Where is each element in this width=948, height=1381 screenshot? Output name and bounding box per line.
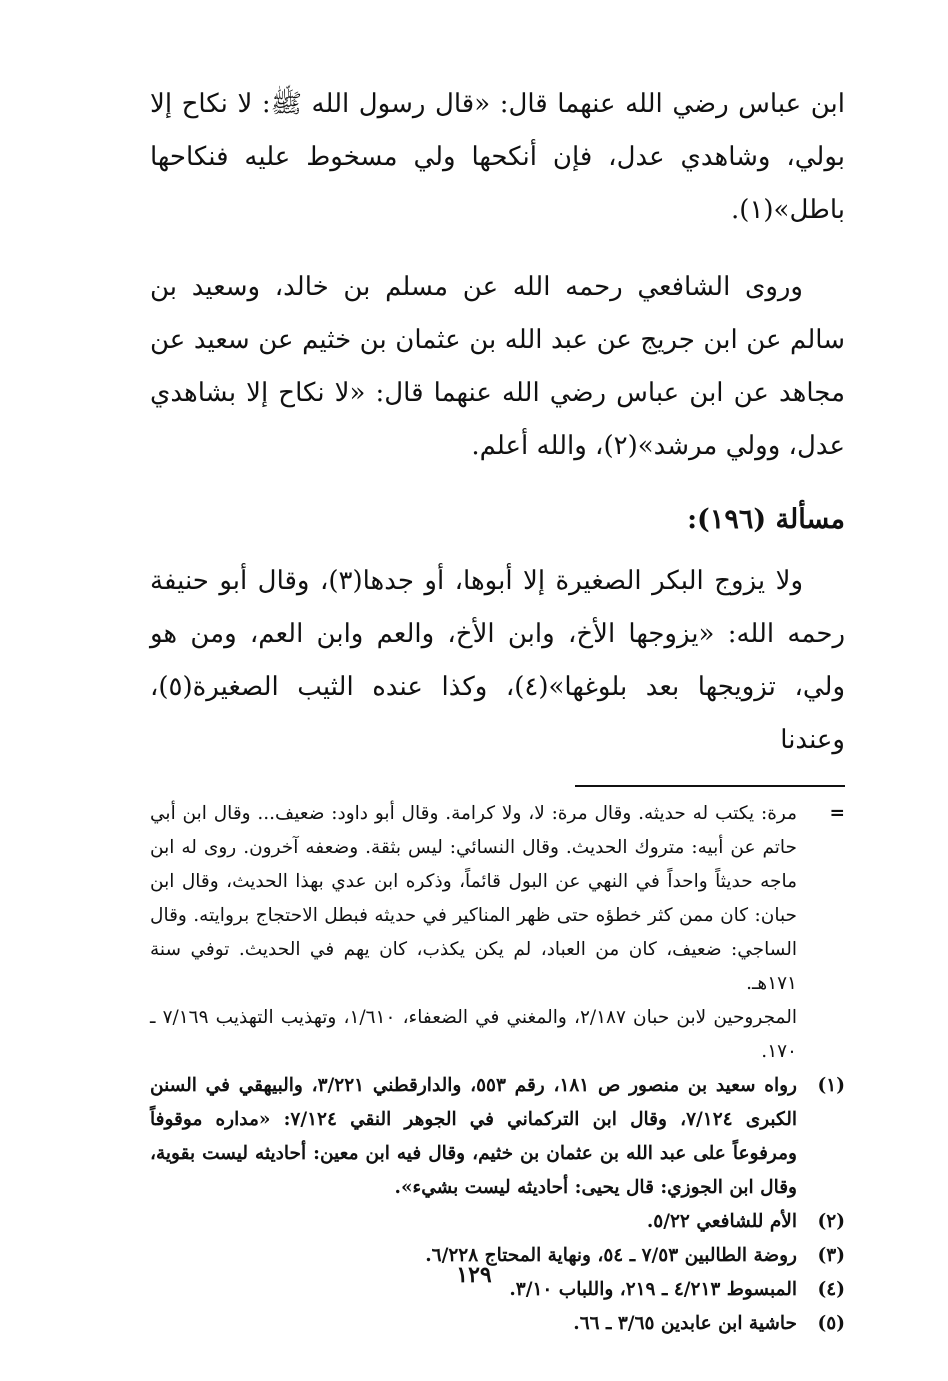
footnote-text: روضة الطالبين ٧/٥٣ ـ ٥٤، ونهاية المحتاج ٦/٢٢٨. xyxy=(425,1245,797,1266)
footnote-separator xyxy=(575,785,845,787)
footnote-number: (٢) xyxy=(817,1211,845,1232)
page-content xyxy=(150,78,845,1341)
footnote-5 xyxy=(150,1307,845,1341)
footnote-1 xyxy=(150,1069,845,1205)
footnote-2 xyxy=(150,1205,845,1239)
body-paragraph-3: ولا يزوج البكر الصغيرة إلا أبوها، أو جدها(٣)، وقال أبو حنيفة رحمه الله: «يزوجها الأخ، وابن الأخ، والعم وابن العم، ومن هو ولي، تزويجها بعد بلوغها»(٤)، وكذا عنده الثيب الصغيرة(٥)، وعندنا xyxy=(150,566,845,755)
continuation-references: المجروحين لابن حبان ٢/١٨٧، والمغني في الضعفاء، ١/٦١٠، وتهذيب التهذيب ٧/١٦٩ ـ ١٧٠. xyxy=(150,1007,797,1062)
heading-gap xyxy=(150,545,845,555)
footnote-text: حاشية ابن عابدين ٣/٦٥ ـ ٦٦. xyxy=(573,1313,797,1334)
body-paragraph-2: وروى الشافعي رحمه الله عن مسلم بن خالد، وسعيد بن سالم عن ابن جريج عن عبد الله بن عثمان بن خثيم عن سعيد عن مجاهد عن ابن عباس رضي الله عنهما قال: «لا نكاح إلا بشاهدي عدل، وولي مرشد»(٢)، والله أعلم. xyxy=(150,272,845,461)
section-heading: مسألة (١٩٦): xyxy=(687,504,845,535)
continuation-mark: = xyxy=(829,803,845,824)
page-number: ١٢٩ xyxy=(456,1262,492,1288)
body-paragraph-1: ابن عباس رضي الله عنهما قال: «قال رسول الله ﷺ: لا نكاح إلا بولي، وشاهدي عدل، فإن أنكحها ولي مسخوط عليه فنكاحها باطل»(١). xyxy=(150,89,845,225)
continuation-text: مرة: يكتب له حديثه. وقال مرة: لا، ولا كرامة. وقال أبو داود: ضعيف... وقال ابن أبي حاتم عن أبيه: متروك الحديث. وقال النسائي: ليس بثقة. وضعفه آخرون. روى له ابن ماجه حديثاً واحداً في النهي عن البول قائماً، وذكره ابن عدي بهذا الحديث، وقال ابن حبان: كان ممن كثر خطؤه حتى ظهر المناكير في حديثه فبطل الاحتجاج بروايته. وقال الساجي: ضعيف، كان من العباد، لم يكن يكذب، كان يهم في الحديث. توفي سنة ١٧١هـ. xyxy=(150,803,797,994)
paragraph-gap xyxy=(150,237,845,261)
footnote-continuation xyxy=(150,797,845,1069)
footnote-number: (٥) xyxy=(817,1313,845,1334)
section-gap xyxy=(150,473,845,495)
footnote-number: (١) xyxy=(817,1075,845,1096)
footnote-text: رواه سعيد بن منصور ص ١٨١، رقم ٥٥٣، والدارقطني ٣/٢٢١، والبيهقي في السنن الكبرى ٧/١٢٤، وقال ابن التركماني في الجوهر النقي ٧/١٢٤: «مداره موقوفاً ومرفوعاً على عبد الله بن عثمان بن خثيم، وقال فيه ابن معين: أحاديثه ليست بقوية، وقال ابن الجوزي: قال يحيى: أحاديثه ليست بشيء». xyxy=(150,1075,797,1198)
footnote-number: (٤) xyxy=(817,1279,845,1300)
footnote-text: الأم للشافعي ٥/٢٢. xyxy=(646,1211,797,1232)
footnote-number: (٣) xyxy=(817,1245,845,1266)
footnote-text: المبسوط ٤/٢١٣ ـ ٢١٩، واللباب ٣/١٠. xyxy=(509,1279,797,1300)
footnotes xyxy=(150,797,845,1341)
